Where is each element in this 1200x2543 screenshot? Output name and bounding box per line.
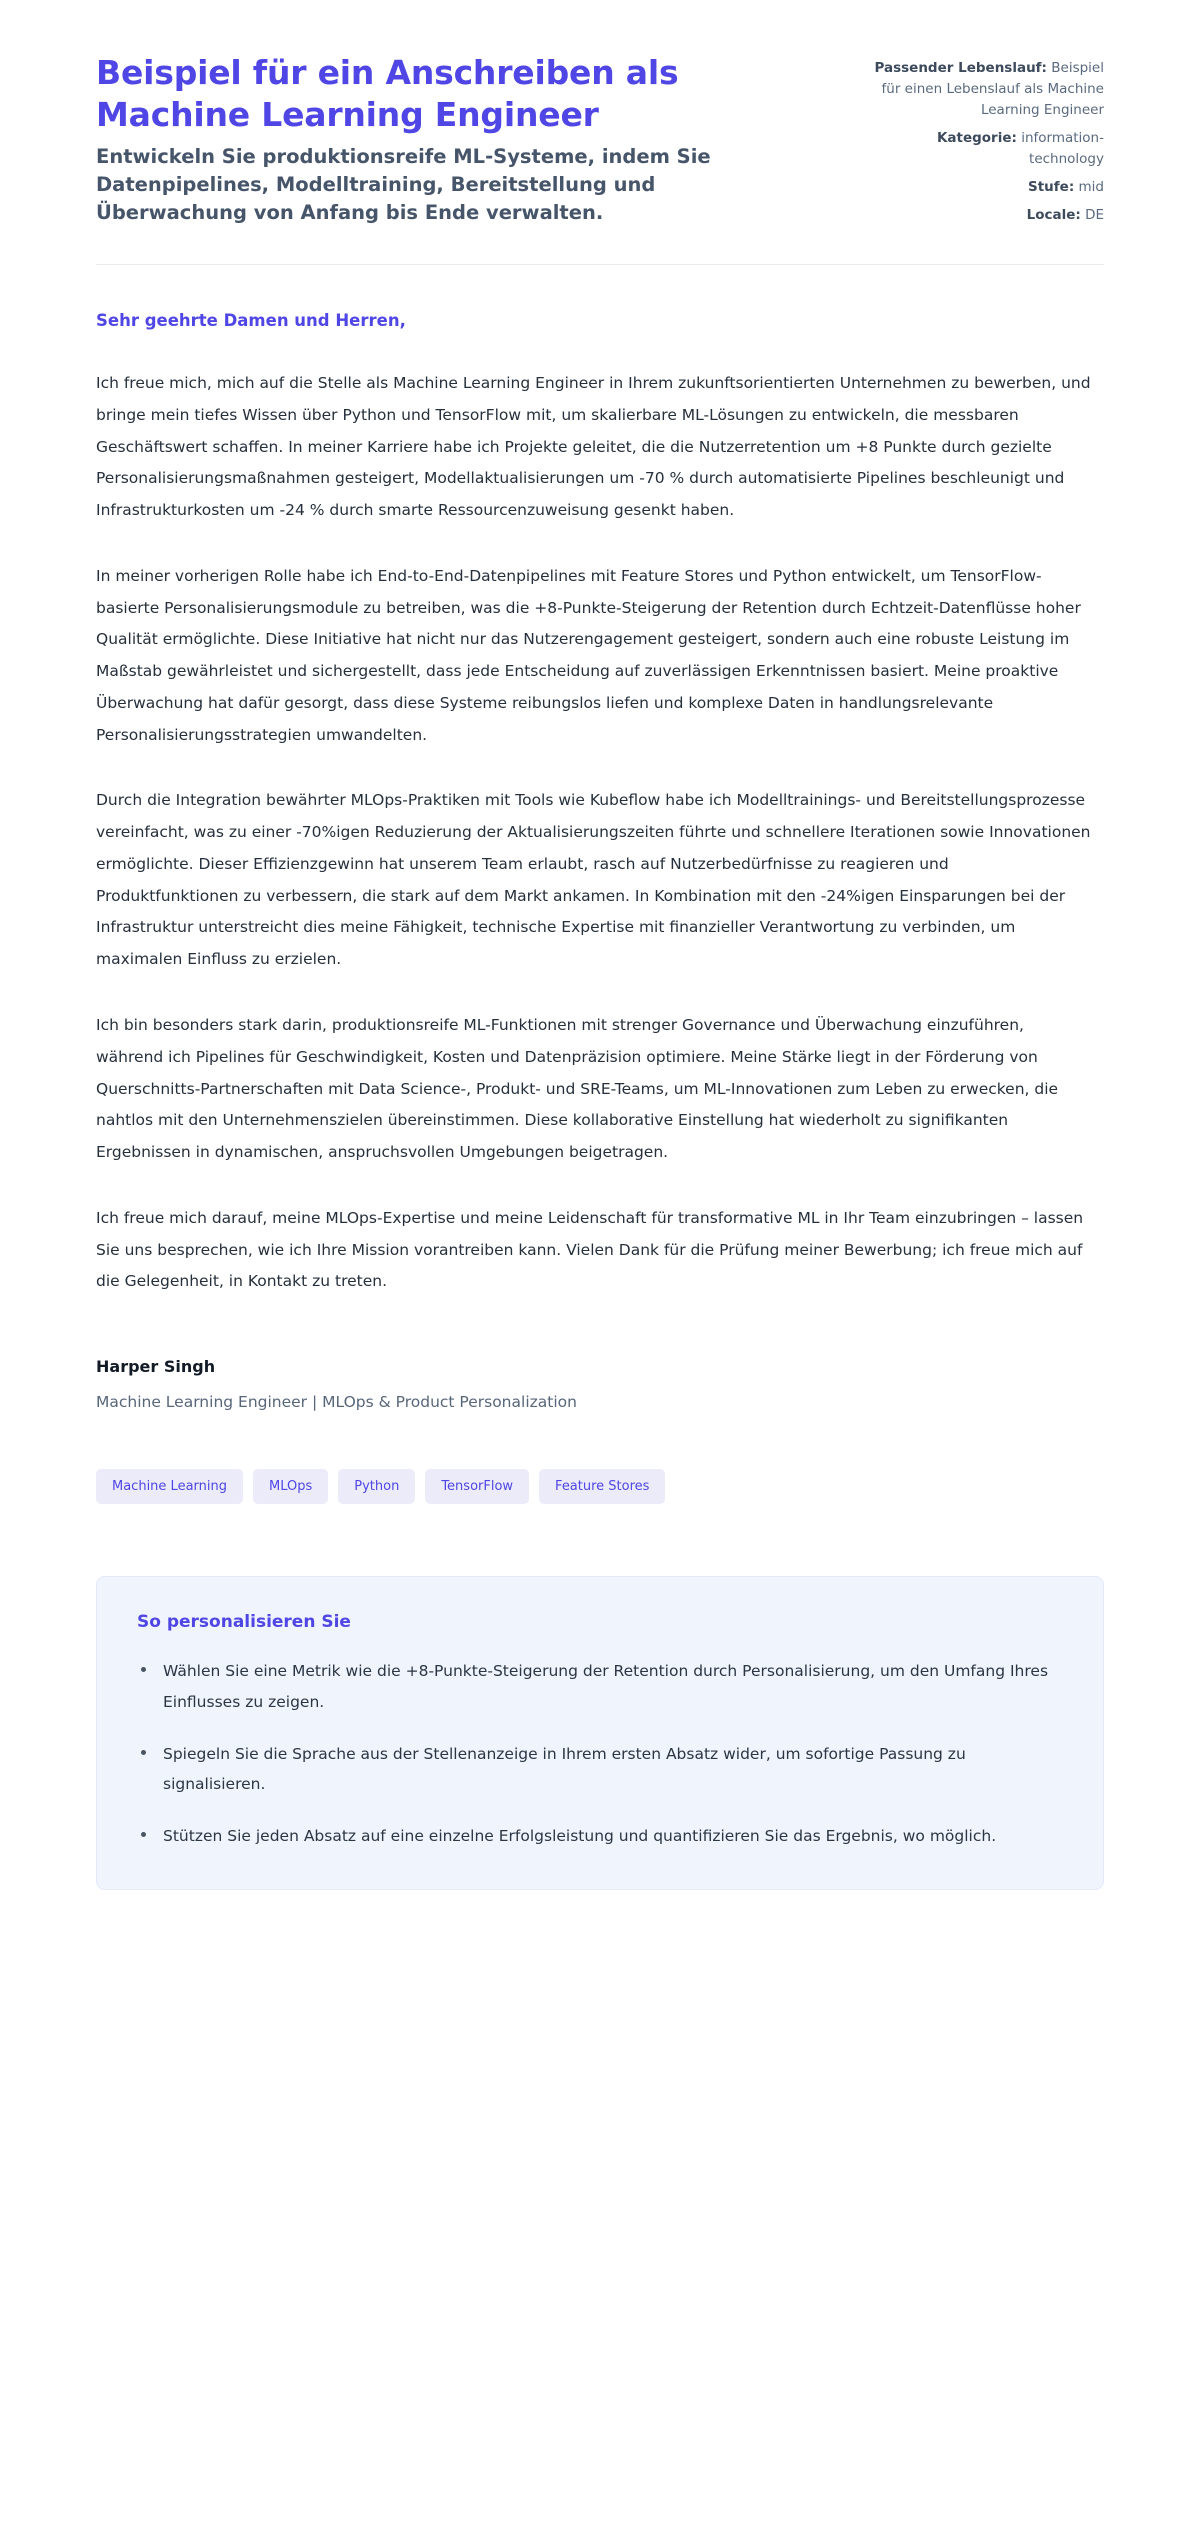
signature-block	[96, 1354, 1104, 1414]
skill-tag[interactable]: MLOps	[253, 1469, 328, 1504]
meta-label: Locale:	[1026, 206, 1081, 223]
header-meta-block	[872, 52, 1104, 225]
page-subtitle: Entwickeln Sie produktionsreife ML-Systeme, indem Sie Datenpipelines, Modelltraining, Bereitstellung und Überwachung von Anfang bis Ende verwalten.	[96, 145, 711, 224]
callout-item-text: Spiegeln Sie die Sprache aus der Stellenanzeige in Ihrem ersten Absatz wider, um sofortige Passung zu signalisieren.	[163, 1744, 966, 1793]
meta-value: DE	[1085, 206, 1104, 223]
skill-tag[interactable]: Machine Learning	[96, 1469, 243, 1504]
letter-paragraph: Ich bin besonders stark darin, produktionsreife ML-Funktionen mit strenger Governance und Überwachung einzuführen, während ich Pipelines für Geschwindigkeit, Kosten und Datenpräzision optimiere. Meine Stärke liegt in der Förderung von Querschnitts-Partnerschaften mit Data Science-, Produkt- und SRE-Teams, um ML-Innovationen zum Leben zu erwecken, die nahtlos mit den Unternehmenszielen übereinstimmen. Diese kollaborative Einstellung hat wiederholt zu signifikanten Ergebnissen in dynamischen, anspruchsvollen Umgebungen beigetragen.	[96, 1015, 1059, 1162]
meta-row-locale	[872, 205, 1104, 226]
callout-item-text: Wählen Sie eine Metrik wie die +8-Punkte-Steigerung der Retention durch Personalisierung, um den Umfang Ihres Einflusses zu zeigen.	[163, 1662, 1049, 1711]
skill-tag[interactable]: Python	[338, 1469, 415, 1504]
meta-row-matching-resume	[872, 58, 1104, 121]
letter-paragraph: Durch die Integration bewährter MLOps-Praktiken mit Tools wie Kubeflow habe ich Modelltrainings- und Bereitstellungsprozesse vereinfacht, was zu einer -70%igen Reduzierung der Aktualisierungszeiten führte und schnellere Iterationen sowie Innovationen ermöglichte. Dieser Effizienzgewinn hat unserem Team erlaubt, rasch auf Nutzerbedürfnisse zu reagieren und Produktfunktionen zu verbessern, die stark auf dem Markt ankamen. In Kombination mit den -24%igen Einsparungen bei der Infrastruktur unterstreicht dies meine Fähigkeit, technische Expertise mit finanzieller Verantwortung zu verbinden, um maximalen Einfluss zu erzielen.	[96, 791, 1091, 969]
page-title: Beispiel für ein Anschreiben als Machine Learning Engineer	[96, 53, 679, 134]
signature-role: Machine Learning Engineer | MLOps & Product Personalization	[96, 1392, 577, 1411]
bullet-dot-icon	[141, 1832, 146, 1837]
skill-tag-list	[96, 1469, 1104, 1504]
callout-list-item	[137, 1821, 1063, 1851]
personalization-callout	[96, 1576, 1104, 1891]
callout-title: So personalisieren Sie	[137, 1611, 351, 1632]
meta-label: Stufe:	[1028, 178, 1075, 195]
header-text-block	[96, 52, 796, 226]
callout-list-item	[137, 1739, 1063, 1799]
meta-value: Beispiel für einen Lebenslauf als Machine Learning Engineer	[881, 60, 1104, 118]
bullet-dot-icon	[141, 1667, 146, 1672]
meta-value: information-technology	[1021, 129, 1104, 167]
letter-paragraph: Ich freue mich darauf, meine MLOps-Expertise und meine Leidenschaft für transformative ML in Ihr Team einzubringen – lassen Sie uns besprechen, wie ich Ihre Mission vorantreiben kann. Vielen Dank für die Prüfung meiner Bewerbung; ich freue mich auf die Gelegenheit, in Kontakt zu treten.	[96, 1208, 1084, 1291]
document-header	[96, 52, 1104, 265]
meta-row-category	[872, 128, 1104, 170]
salutation: Sehr geehrte Damen und Herren,	[96, 311, 406, 331]
skill-tag[interactable]: TensorFlow	[425, 1469, 529, 1504]
meta-label: Kategorie:	[936, 129, 1017, 146]
signature-name: Harper Singh	[96, 1357, 216, 1377]
letter-paragraph: Ich freue mich, mich auf die Stelle als Machine Learning Engineer in Ihrem zukunftsorientierten Unternehmen zu bewerben, und bringe mein tiefes Wissen über Python und TensorFlow mit, um skalierbare ML-Lösungen zu entwickeln, die messbaren Geschäftswert schaffen. In meiner Karriere habe ich Projekte geleitet, die die Nutzerretention um +8 Punkte durch gezielte Personalisierungsmaßnahmen gesteigert, Modellaktualisierungen um -70 % durch automatisierte Pipelines beschleunigt und Infrastrukturkosten um -24 % durch smarte Ressourcenzuweisung gesenkt haben.	[96, 373, 1091, 520]
callout-item-text: Stützen Sie jeden Absatz auf eine einzelne Erfolgsleistung und quantifizieren Sie das Ergebnis, wo möglich.	[163, 1827, 997, 1846]
letter-paragraph: In meiner vorherigen Rolle habe ich End-to-End-Datenpipelines mit Feature Stores und Python entwickelt, um TensorFlow-basierte Personalisierungsmodule zu betreiben, was die +8-Punkte-Steigerung der Retention durch Echtzeit-Datenflüsse hoher Qualität ermöglichte. Diese Initiative hat nicht nur das Nutzerengagement gesteigert, sondern auch eine robuste Leistung im Maßstab gewährleistet und sichergestellt, dass jede Entscheidung auf zuverlässigen Erkenntnissen basiert. Meine proaktive Überwachung hat dafür gesorgt, dass diese Systeme reibungslos liefen und komplexe Daten in handlungsrelevante Personalisierungsstrategien umwandelten.	[96, 566, 1081, 744]
meta-label: Passender Lebenslauf:	[874, 60, 1047, 76]
callout-list-item	[137, 1656, 1063, 1716]
meta-value: mid	[1078, 178, 1104, 195]
letter-body	[96, 265, 1104, 1890]
bullet-dot-icon	[141, 1750, 146, 1755]
meta-row-level	[872, 177, 1104, 198]
callout-list	[137, 1656, 1063, 1851]
skill-tag[interactable]: Feature Stores	[539, 1469, 665, 1504]
